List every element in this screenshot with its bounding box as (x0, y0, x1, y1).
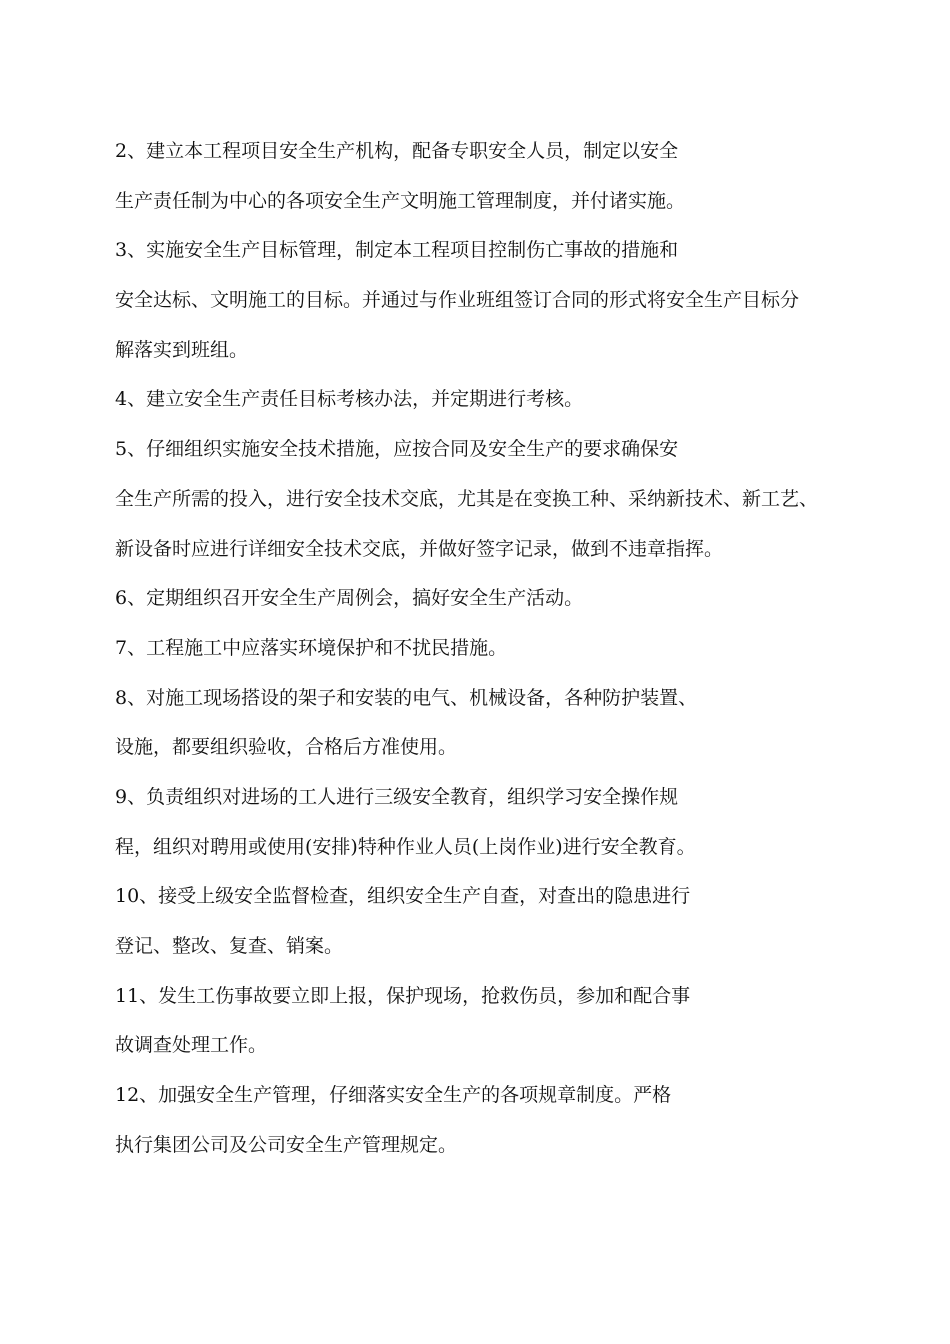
text-line: 安全达标、文明施工的目标。并通过与作业班组签订合同的形式将安全生产目标分 (115, 289, 800, 312)
text-line: 设施，都要组织验收，合格后方准使用。 (115, 736, 458, 759)
text-line: 新设备时应进行详细安全技术交底，并做好签字记录，做到不违章指挥。 (115, 537, 724, 560)
text-line: 11、发生工伤事故要立即上报，保护现场，抢救伤员，参加和配合事 (115, 984, 691, 1007)
text-line: 解落实到班组。 (115, 338, 249, 361)
text-line: 12、加强安全生产管理，仔细落实安全生产的各项规章制度。严格 (115, 1084, 672, 1107)
text-line: 2、建立本工程项目安全生产机构，配备专职安全人员，制定以安全 (115, 140, 679, 162)
text-line: 4、建立安全生产责任目标考核办法，并定期进行考核。 (115, 388, 584, 411)
text-line: 生产责任制为中心的各项安全生产文明施工管理制度，并付诸实施。 (115, 189, 686, 212)
text-line: 9、负责组织对进场的工人进行三级安全教育，组织学习安全操作规 (115, 785, 679, 808)
text-line: 8、对施工现场搭设的架子和安装的电气、机械设备，各种防护装置、 (115, 686, 698, 709)
text-line: 7、工程施工中应落实环境保护和不扰民措施。 (115, 636, 508, 659)
text-line: 故调查处理工作。 (115, 1034, 268, 1057)
text-line: 执行集团公司及公司安全生产管理规定。 (115, 1133, 458, 1156)
text-line: 3、实施安全生产目标管理，制定本工程项目控制伤亡事故的措施和 (115, 239, 679, 262)
text-line: 6、定期组织召开安全生产周例会，搞好安全生产活动。 (115, 587, 584, 610)
document-body (115, 127, 835, 1170)
text-line: 5、仔细组织实施安全技术措施，应按合同及安全生产的要求确保安 (115, 438, 679, 461)
text-line: 10、接受上级安全监督检查，组织安全生产自查，对查出的隐患进行 (115, 885, 691, 908)
text-line: 程，组织对聘用或使用(安排)特种作业人员(上岗作业)进行安全教育。 (115, 835, 696, 858)
text-line: 全生产所需的投入，进行安全技术交底，尤其是在变换工种、采纳新技术、新工艺、 (115, 487, 819, 510)
text-line: 登记、整改、复查、销案。 (115, 935, 344, 957)
